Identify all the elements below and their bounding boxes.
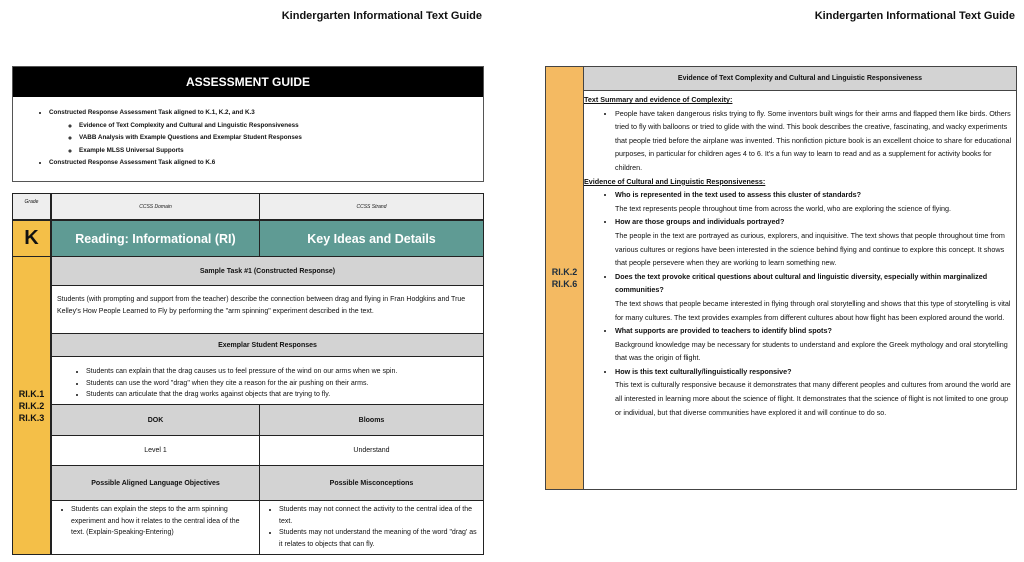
blooms-value: Understand [259,435,484,466]
language-objectives-list [51,500,260,555]
dok-label: DOK [51,404,260,436]
standard-code: RI.K.3 [18,412,45,423]
guide-item: • Constructed Response Assessment Task aligned to K.1, K.2, and K.3 ◦ Evidence of Text Complexity and Cultural and Linguistic Responsiveness ◦ VABB Analysis with Example Questions and Exemplar Student Responses ◦ Example MLSS Universal Supports [49,107,483,157]
evidence-standards-column [545,66,584,490]
exemplar-list [51,356,484,405]
exemplar-item: • Students can explain that the drag causes us to feel pressure of the wind on our arms when we spin. [86,366,397,378]
language-objective-item: • Students can explain the steps to the arm spinning experiment and how it relates to the central idea of the text. (Explain-Speaking-Entering) [71,504,254,539]
domain-value: Reading: Informational (RI) [51,220,260,257]
cultural-heading: Evidence of Cultural and Linguistic Responsiveness: [584,176,766,186]
guide-subitem: ◦ VABB Analysis with Example Questions and Exemplar Student Responses [79,132,483,145]
grade-label: Grade [24,199,39,205]
guide-subitem: ◦ Example MLSS Universal Supports [79,145,483,158]
language-objectives-label: Possible Aligned Language Objectives [51,465,260,501]
summary-heading: Text Summary and evidence of Complexity: [584,95,733,104]
misconceptions-list [259,500,484,555]
domain-label: CCSS Domain [139,203,172,210]
cultural-question-item: • Does the text provoke critical questions about cultural and linguistic diversity, especially within marginalized communities? The text shows that people became interested in flying through oral storytelling and shows that this type of storytelling is vital for many cultures. The text provides examples from different cultures about how flight has been explored around the world. [615,270,1016,324]
exemplar-title: Exemplar Student Responses [51,333,484,357]
strand-label: CCSS Strand [356,203,387,210]
evidence-content [584,93,1016,419]
page-header-left: Kindergarten Informational Text Guide [281,10,482,22]
standard-code: RI.K.6 [551,279,578,289]
misconception-item: • Students may not understand the meaning of the word "drag' as it relates to objects that can fly. [279,527,478,550]
evidence-title: Evidence of Text Complexity and Cultural and Linguistic Responsiveness [583,66,1017,91]
standard-code: RI.K.2 [18,400,45,411]
exemplar-item: • Students can use the word "drag" when they cite a reason for the air pushing on their arms. [86,378,397,390]
assessment-guide-box [12,66,484,182]
assessment-guide-title: ASSESSMENT GUIDE [13,67,483,97]
exemplar-item: • Students can articulate that the drag works against objects that are trying to fly. [86,389,397,401]
cultural-question-item: • How are those groups and individuals portrayed? The people in the text are portrayed as curious, explorers, and inquisitive. The text shows that people throughout time from various cultures or regions have been interested in the science behind flying and continue to explore this concept. It shows that people persevere when they are working to learn something new. [615,215,1016,269]
misconceptions-label: Possible Misconceptions [259,465,484,501]
misconception-item: • Students may not connect the activity to the central idea of the text. [279,504,478,527]
cultural-question-item: • How is this text culturally/linguistically responsive? This text is culturally responsive because it demonstrates that many different peoples and cultures from around the world are all interested in learning more about the science of flight. It demonstrates that the science of flight is not limited to one group or individual, but that diverse communities have explored it and will continue to do so. [615,365,1016,419]
blooms-label: Blooms [259,404,484,436]
cultural-question-item: • Who is represented in the text used to assess this cluster of standards? The text represents people throughout time from across the world, who are exploring the science of flying. [615,188,1016,215]
standard-code: RI.K.2 [551,267,578,277]
standard-code: RI.K.1 [18,388,45,399]
summary-text: • People have taken dangerous risks trying to fly. Some inventors built wings for their arms and flapped them like birds. Others tried to fly with balloons or tried to glide with the wind. This book describes the creative, fascinating, and wacky experiments that people tried before the airplane was invented. This nonfiction picture book is an excellent choice to share for educational purposes, in particular for children ages 4 to 6. It's a fun way to learn to read and as a supplement for activity books for children. [615,107,1016,175]
cultural-question-item: • What supports are provided to teachers to identify blind spots? Background knowledge may be necessary for students to understand and explore the Greek mythology and oral storytelling that was the origin of flight. [615,324,1016,365]
page-header-right: Kindergarten Informational Text Guide [814,10,1015,22]
guide-item: • Constructed Response Assessment Task aligned to K.6 [49,157,483,170]
standards-column [12,256,51,555]
grade-value: K [12,220,51,257]
sample-task-title: Sample Task #1 (Constructed Response) [51,256,484,286]
strand-value: Key Ideas and Details [259,220,484,257]
sample-task-text: Students (with prompting and support from the teacher) describe the connection between drag and flying in Fran Hodgkins and True Kelley's How People Learned to Fly by performing the "arm spinning" experiment described in the text. [51,285,484,334]
guide-subitem: ◦ Evidence of Text Complexity and Cultural and Linguistic Responsiveness [79,120,483,133]
dok-value: Level 1 [51,435,260,466]
